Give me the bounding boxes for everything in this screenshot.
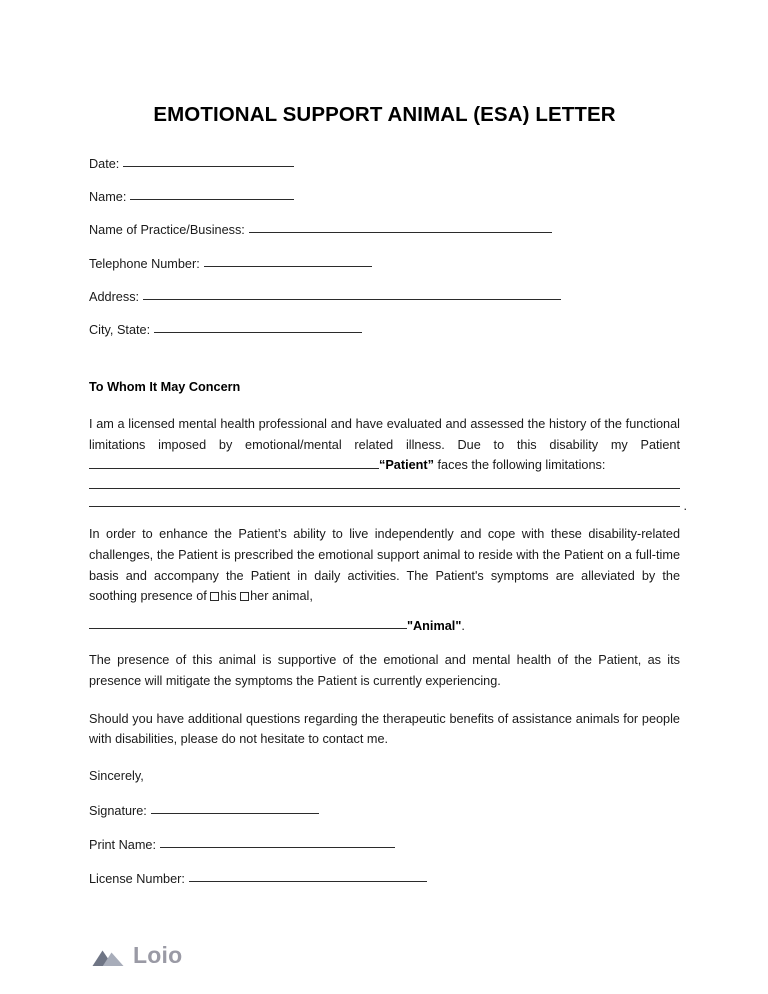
checkbox-icon-his[interactable]	[210, 592, 219, 601]
checkbox-option-her[interactable]	[240, 589, 268, 603]
field-row-telephone	[89, 258, 680, 271]
field-label-date: Date:	[89, 157, 120, 171]
brand-wordmark: Loio	[133, 942, 183, 968]
body-paragraph-3: The presence of this animal is supportive of the emotional and mental health of the Patient, as its presence will mitigate the symptoms the Patient is currently experiencing.	[89, 653, 680, 688]
footer-brand	[92, 944, 182, 967]
document-content	[89, 0, 687, 907]
field-label-name: Name:	[89, 190, 127, 205]
checkbox-label-his: his	[220, 589, 237, 604]
mountain-logo-icon	[92, 945, 124, 967]
field-input-practice-business[interactable]	[249, 232, 552, 233]
field-input-name[interactable]	[130, 199, 294, 200]
field-input-date[interactable]	[123, 166, 294, 167]
field-row-print-name	[89, 839, 680, 852]
patient-defined-term: “Patient”	[379, 458, 434, 473]
field-row-license-number	[89, 873, 680, 886]
header-fields-group	[89, 158, 680, 337]
field-row-date	[89, 158, 680, 171]
animal-trailing-period: .	[461, 619, 465, 634]
field-row-address	[89, 291, 680, 304]
field-input-address[interactable]	[143, 299, 561, 300]
field-input-signature[interactable]	[151, 813, 319, 814]
salutation-heading: To Whom It May Concern	[89, 379, 241, 394]
animal-name-row	[89, 619, 680, 633]
limitations-trailing-period: .	[683, 498, 687, 513]
body-paragraph-1	[89, 414, 680, 476]
field-input-license-number[interactable]	[189, 881, 427, 882]
field-row-city-state	[89, 324, 680, 337]
field-label-address: Address:	[89, 289, 140, 304]
field-label-practice-business: Name of Practice/Business:	[89, 223, 245, 238]
field-row-name	[89, 191, 680, 204]
field-label-license-number: License Number:	[89, 871, 185, 886]
field-input-patient-name[interactable]	[89, 456, 379, 469]
paragraph-1-text-a: I am a licensed mental health professional and have evaluated and assessed the history of the functional limitations imposed by emotional/mental related illness. Due to this disability my Patient	[89, 416, 680, 452]
checkbox-option-his[interactable]	[210, 589, 236, 603]
limitations-line-2[interactable]	[89, 498, 687, 513]
field-label-telephone: Telephone Number:	[89, 256, 200, 271]
limitations-write-in-area	[89, 488, 687, 513]
field-input-animal-name[interactable]	[89, 628, 407, 629]
body-paragraph-2	[89, 524, 680, 606]
signature-fields-group	[89, 805, 680, 885]
paragraph-2-text-b: animal,	[271, 589, 313, 604]
limitations-line-1[interactable]	[89, 488, 680, 489]
field-row-signature	[89, 805, 680, 818]
field-label-print-name: Print Name:	[89, 838, 156, 853]
field-input-print-name[interactable]	[160, 847, 395, 848]
page-title: EMOTIONAL SUPPORT ANIMAL (ESA) LETTER	[153, 103, 616, 126]
body-paragraph-4: Should you have additional questions regarding the therapeutic benefits of assistance animals for people with disabilities, please do not hesitate to contact me.	[89, 711, 680, 747]
checkbox-icon-her[interactable]	[240, 592, 249, 601]
field-row-practice-business	[89, 224, 680, 237]
field-label-city-state: City, State:	[89, 323, 151, 338]
sign-off-text: Sincerely,	[89, 768, 144, 783]
animal-defined-term: "Animal"	[407, 619, 462, 634]
paragraph-2-text-a: In order to enhance the Patient’s ability to live independently and cope with these disability-related challenges, the Patient is prescribed the emotional support animal to reside with the Patient on a full-time basis and accompany the Patient in daily activities. The Patient's symptoms are alleviated by the soothing presence of	[89, 527, 680, 604]
checkbox-label-her: her	[250, 589, 269, 604]
field-label-signature: Signature:	[89, 804, 147, 819]
paragraph-1-text-b: faces the following limitations:	[437, 458, 606, 473]
field-input-telephone[interactable]	[204, 266, 372, 267]
field-input-city-state[interactable]	[154, 332, 362, 333]
